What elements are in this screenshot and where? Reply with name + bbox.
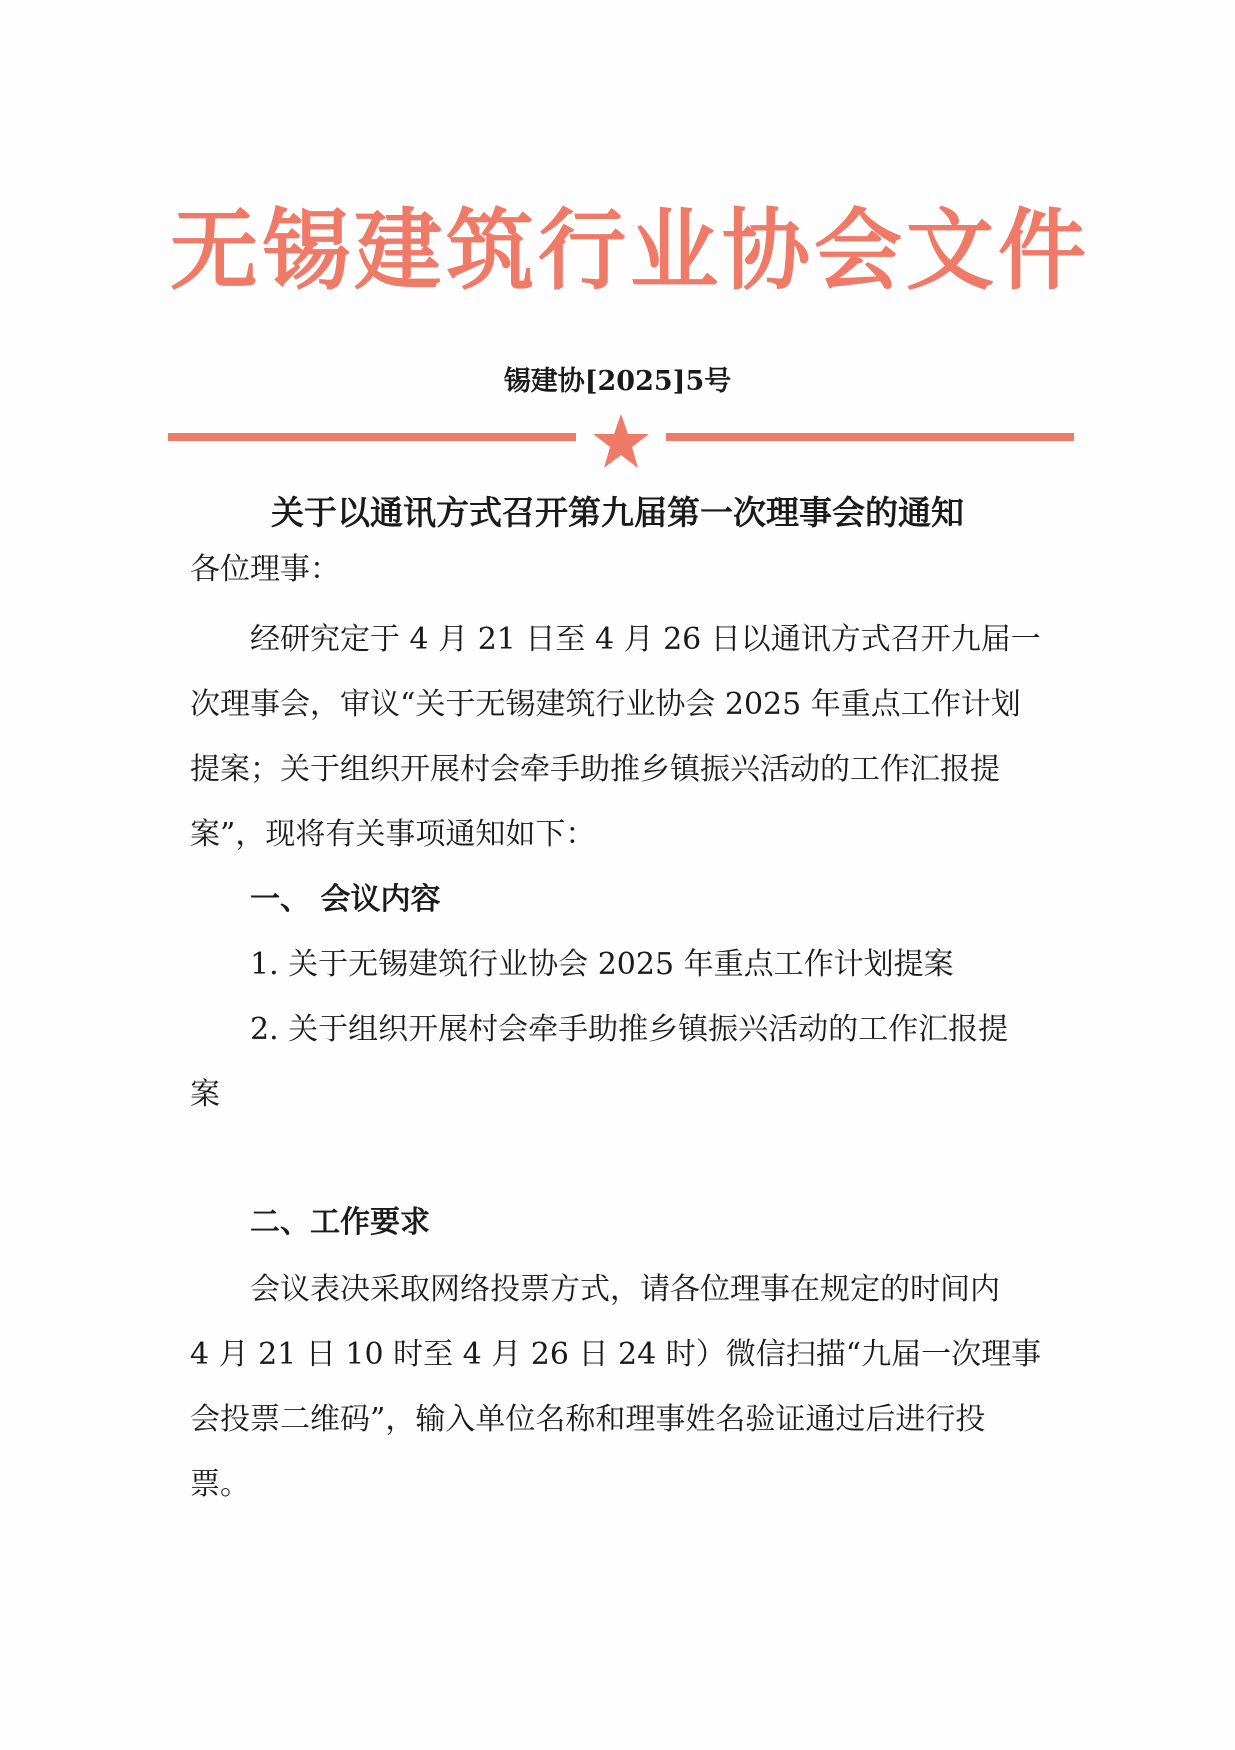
requirements-line-2: 4 月 21 日 10 时至 4 月 26 日 24 时）微信扫描“九届一次理事 — [190, 1337, 1042, 1372]
star-icon — [591, 412, 651, 470]
intro-line-4: 案”，现将有关事项通知如下： — [190, 817, 596, 852]
requirements-line-4: 票。 — [190, 1467, 250, 1502]
section-heading-meeting-content: 一、 会议内容 — [250, 882, 441, 917]
salutation: 各位理事： — [190, 552, 340, 587]
section-heading-work-requirements: 二、工作要求 — [250, 1205, 430, 1240]
agenda-item-2-line-2: 案 — [190, 1077, 220, 1112]
agenda-item-2-line-1: 2. 关于组织开展村会牵手助推乡镇振兴活动的工作汇报提 — [250, 1012, 1009, 1047]
notice-title: 关于以通讯方式召开第九届第一次理事会的通知 — [271, 493, 964, 532]
requirements-line-1: 会议表决采取网络投票方式，请各位理事在规定的时间内 — [250, 1272, 1000, 1307]
intro-line-3: 提案；关于组织开展村会牵手助推乡镇振兴活动的工作汇报提 — [190, 752, 1000, 787]
requirements-line-3: 会投票二维码”，输入单位名称和理事姓名验证通过后进行投 — [190, 1402, 986, 1437]
agenda-item-1: 1. 关于无锡建筑行业协会 2025 年重点工作计划提案 — [250, 947, 954, 982]
document-masthead: 无锡建筑行业协会文件 — [170, 198, 1091, 302]
star-shape — [593, 414, 649, 468]
divider-rule-right — [666, 433, 1074, 441]
document-number: 锡建协[2025]5号 — [503, 366, 732, 397]
red-divider — [168, 412, 1074, 462]
intro-line-2: 次理事会，审议“关于无锡建筑行业协会 2025 年重点工作计划 — [190, 687, 1021, 722]
divider-rule-left — [168, 433, 576, 441]
intro-line-1: 经研究定于 4 月 21 日至 4 月 26 日以通讯方式召开九届一 — [250, 622, 1041, 657]
